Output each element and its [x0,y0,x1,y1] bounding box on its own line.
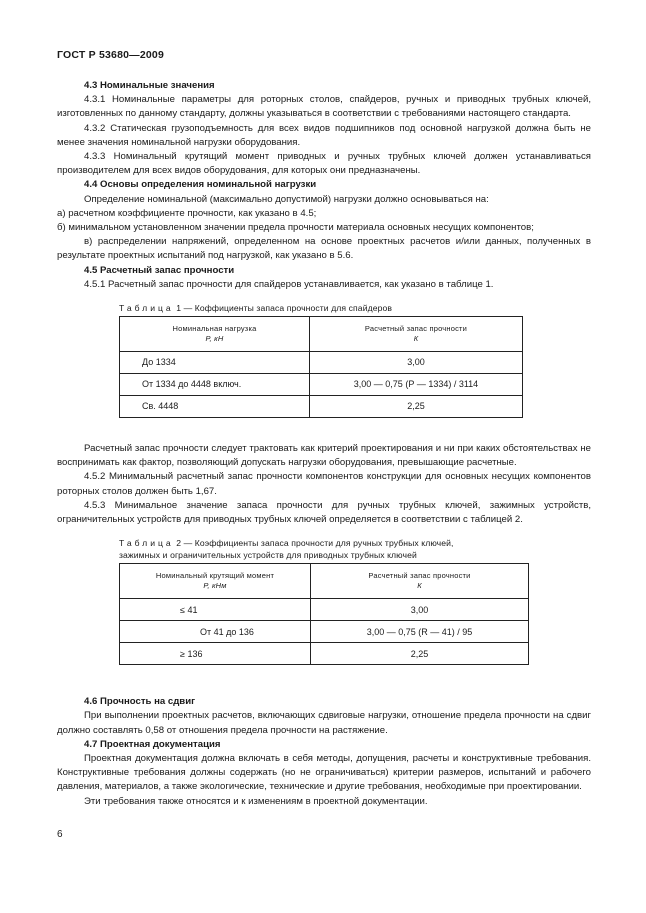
table1-col2-title: Расчетный запас прочности [364,324,468,334]
table-row [120,374,523,396]
table1-cell-load: До 1334 [120,352,310,374]
paragraph-4-3-1: 4.3.1 Номинальные параметры для роторных столов, спайдеров, ручных и приводных трубных ключей, изготовленных по данному стандарту, должны указываться в соответствии с требованиями настоящего стандарта. [57,94,591,120]
section-4-6-title: 4.6 Прочность на сдвиг [84,696,196,708]
paragraph-4-4-intro: Определение номинальной (максимально допустимой) нагрузки должно основываться на: [84,193,489,205]
table2-cell-torque: ≤ 41 [120,599,311,621]
table1-col1-unit: Р, кН [205,334,224,344]
paragraph-4-3-3: 4.3.3 Номинальный крутящий момент приводных и ручных трубных ключей должен устанавливаться производителем для всех видов оборудования, для которых они предназначены. [57,151,591,177]
table1-header-row [120,317,523,352]
table2-cell-k: 3,00 [311,599,529,621]
table-row [120,396,523,418]
table1-cell-load: От 1334 до 4448 включ. [120,374,310,396]
table1-caption-text: 1 — Коффициенты запаса прочности для спайдеров [176,303,393,314]
paragraph-4-5-1: 4.5.1 Расчетный запас прочности для спайдеров устанавливается, как указано в таблице 1. [84,278,494,290]
table2-cell-k: 2,25 [311,643,529,665]
page-content [57,79,591,809]
table2-caption-text: 2 — Коэффициенты запаса прочности для ручных трубных ключей, [176,538,454,549]
table1-cell-k: 3,00 [310,352,523,374]
table2-caption [119,537,591,561]
table2-caption-line2: зажимных и ограничительных устройств для приводных трубных ключей [119,550,417,561]
document-id: ГОСТ Р 53680—2009 [57,49,165,61]
list-item-c: в) распределении напряжений, определенном на основе проектных расчетов и/или данных, полученных в результате проектных испытаний под нагрузкой, как указано в 5.6. [57,236,591,262]
table2-caption-word: Таблица [119,538,174,549]
table2-col2-unit: К [417,581,422,591]
table1-col1-title: Номинальная нагрузка [172,324,257,334]
table1-col1-header [120,317,310,352]
table2-col1-header [120,564,311,599]
table2-col2-header [311,564,529,599]
paragraph-4-5-note: Расчетный запас прочности следует трактовать как критерий проектирования и ни при каких обстоятельствах не воспринимать как фактор, позволяющий допускать нагрузки оборудования, превышающие расчетные. [57,443,591,469]
paragraph-4-7-1: Проектная документация должна включать в себя методы, допущения, расчеты и конструктивные требования. Конструктивные требования должны содержать (но не ограничиваться) критерии размеров, испытаний и рабочего давления, материалов, а также экологические, технические и другие требования, необходимые при проектировании. [57,753,591,793]
paragraph-4-3-2: 4.3.2 Статическая грузоподъемность для всех видов подшипников под основной нагрузкой должна быть не менее значения номинальной нагрузки оборудования. [57,122,591,148]
table1-cell-load: Св. 4448 [120,396,310,418]
table2-col1-unit: Р, кНм [203,581,227,591]
paragraph-4-5-2: 4.5.2 Минимальный расчетный запас прочности компонентов конструкции для основных несущих компонентов роторных столов должен быть 1,67. [57,471,591,497]
table2-cell-k: 3,00 — 0,75 (R — 41) / 95 [311,621,529,643]
table-row [120,621,529,643]
table2-col1-title: Номинальный крутящий момент [155,571,275,581]
paragraph-4-7-2: Эти требования также относятся и к изменениям в проектной документации. [84,795,428,807]
paragraph-4-6: При выполнении проектных расчетов, включающих сдвиговые нагрузки, отношение предела прочности на сдвиг должно составлять 0,58 от отношения предела прочности на растяжение. [57,710,591,736]
table1-wrapper [119,316,591,418]
table-row [120,352,523,374]
table2-col2-title: Расчетный запас прочности [368,571,471,581]
list-item-b: б) минимальном установленном значении предела прочности материала основных несущих компонентов; [57,222,534,234]
section-4-4-title: 4.4 Основы определения номинальной нагрузки [84,179,317,191]
list-item-a: а) расчетном коэффициенте прочности, как указано в 4.5; [57,207,317,219]
table1 [119,316,523,418]
table1-caption [119,302,591,314]
section-4-3-title: 4.3 Номинальные значения [84,80,215,91]
table2-cell-torque: От 41 до 136 [120,621,311,643]
table1-col2-unit: К [413,334,419,344]
table-row [120,643,529,665]
section-4-5-title: 4.5 Расчетный запас прочности [84,264,235,276]
table1-caption-word: Таблица [119,303,174,314]
table1-cell-k: 2,25 [310,396,523,418]
table-row [120,599,529,621]
paragraph-4-5-3: 4.5.3 Минимальное значение запаса прочности для ручных трубных ключей, зажимных устройств, ограничительных устройств для приводных трубных ключей определяется в соответствии с таблицей 2. [57,499,591,526]
page-number: 6 [57,829,63,840]
table2-wrapper [119,563,591,665]
table2-cell-torque: ≥ 136 [120,643,311,665]
table2 [119,563,529,665]
table1-col2-header [310,317,523,352]
section-4-7-title: 4.7 Проектная документация [84,738,221,750]
table1-cell-k: 3,00 — 0,75 (Р — 1334) / 3114 [310,374,523,396]
table2-header-row [120,564,529,599]
